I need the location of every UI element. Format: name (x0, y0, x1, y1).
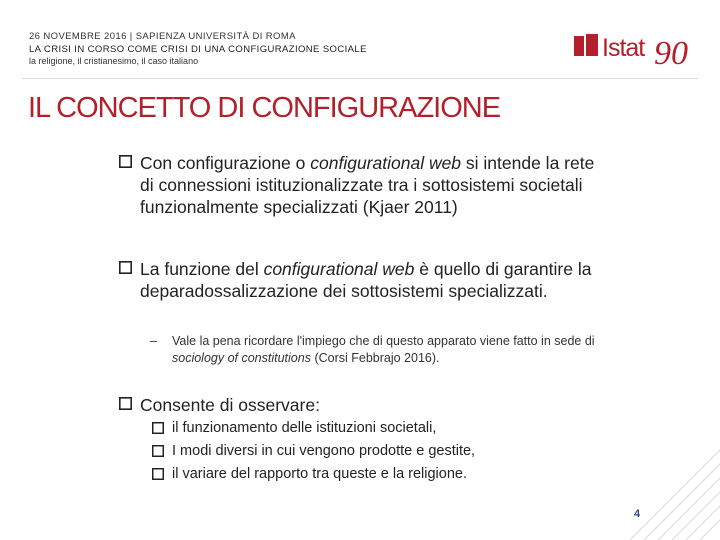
logo-block-2 (586, 34, 598, 56)
slide-title: IL CONCETTO DI CONFIGURAZIONE (28, 92, 501, 124)
header-divider (22, 78, 698, 79)
bullet-3-text: Consente di osservare: (140, 395, 320, 415)
bullet-1-text (140, 152, 594, 218)
logo-anniversary: 90 (654, 35, 688, 72)
bullet-2-emphasis: configurational web (263, 259, 415, 279)
bullet-2-line-1 (140, 258, 591, 280)
corner-decoration (620, 440, 720, 540)
bullet-2-line-2: deparadossalizzazione dei sottosistemi specializzati. (140, 281, 548, 301)
bullet-1-text-b: si intende la rete (461, 153, 595, 173)
sub-item-1-text: il funzionamento delle istituzioni societali, (172, 420, 437, 436)
bullet-1-line-1 (140, 152, 594, 174)
note-text (172, 333, 672, 367)
bullet-2-text (140, 258, 591, 302)
note-line-1: Vale la pena ricordare l'impiego che di questo apparato viene fatto in sede di (172, 334, 595, 348)
note-emphasis: sociology of constitutions (172, 351, 311, 365)
bullet-2-text-a: La funzione del (140, 259, 264, 279)
bullet-1-emphasis: configurational web (310, 153, 462, 173)
logo-wordmark: Istat (602, 34, 645, 62)
note-citation: (Corsi Febbrajo 2016). (310, 351, 440, 365)
bullet-2-text-b: è quello di garantire la (414, 259, 592, 279)
header-topic: la religione, il cristianesimo, il caso italiano (29, 56, 199, 66)
bullet-3 (119, 394, 699, 418)
header-subtitle: LA CRISI IN CORSO COME CRISI DI UNA CONFIGURAZIONE SOCIALE (29, 44, 367, 55)
checkbox-bullet-icon (119, 397, 132, 410)
bullet-1-line-2: di connessioni istituzionalizzate tra i sottosistemi societali (140, 175, 583, 195)
checkbox-bullet-icon (152, 468, 164, 480)
page-number: 4 (634, 508, 641, 520)
bullet-1-text-a: Con configurazione o (140, 153, 311, 173)
istat-logo-mark (572, 26, 692, 72)
bullet-2 (119, 258, 699, 306)
bullet-1-line-3: funzionalmente specializzati (Kjaer 2011) (140, 197, 458, 217)
note-dash: – (150, 334, 157, 348)
bullet-1 (119, 152, 699, 222)
sub-item-3-text: il variare del rapporto tra queste e la religione. (172, 466, 467, 482)
logo-block-1 (574, 36, 584, 56)
checkbox-bullet-icon (119, 155, 132, 168)
sub-item-2-text: I modi diversi in cui vengono prodotte e gestite, (172, 443, 476, 459)
checkbox-bullet-icon (119, 261, 132, 274)
note-line-2 (172, 350, 672, 367)
checkbox-bullet-icon (152, 422, 164, 434)
istat-logo (572, 26, 692, 72)
checkbox-bullet-icon (152, 445, 164, 457)
header-date-venue: 26 NOVEMBRE 2016 | SAPIENZA UNIVERSITÀ DI ROMA (29, 31, 296, 42)
